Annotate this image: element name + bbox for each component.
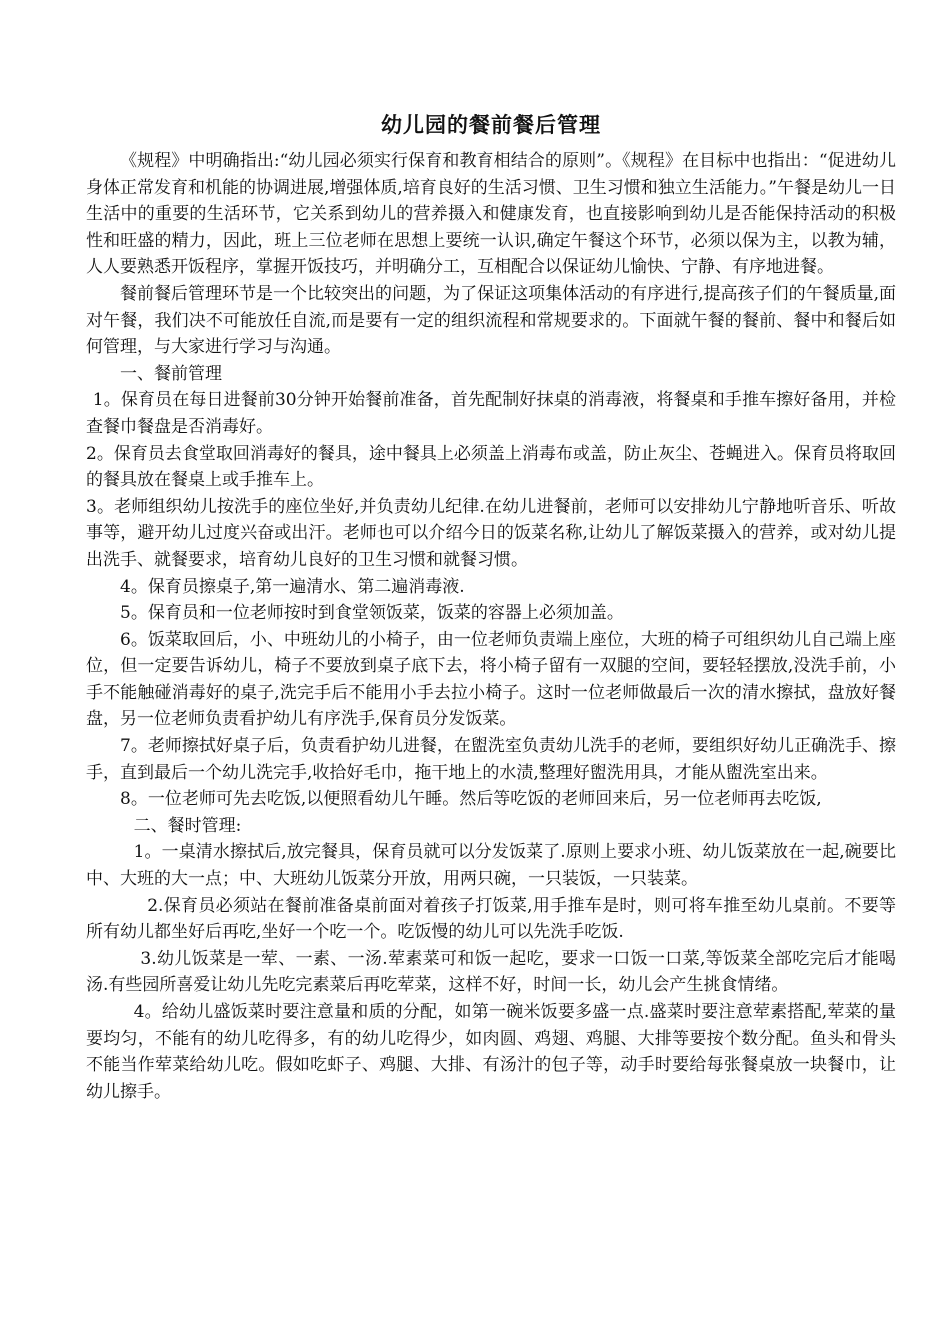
document-title: 幼儿园的餐前餐后管理 — [381, 113, 601, 137]
paragraph-overview: 餐前餐后管理环节是一个比较突出的问题，为了保证这项集体活动的有序进行,提高孩子们的午餐质量,面对午餐，我们决不可能放任自流,而是要有一定的组织流程和常规要求的。下面就午餐的餐前、餐中和餐后如何管理，与大家进行学习与沟通。 — [86, 283, 896, 358]
list-item-before-1: 1。保育员在每日进餐前30分钟开始餐前准备，首先配制好抹桌的消毒液，将餐桌和手推车擦好备用，并检查餐巾餐盘是否消毒好。 — [86, 390, 896, 437]
list-item-before-7: 7。老师擦拭好桌子后，负责看护幼儿进餐，在盥洗室负责幼儿洗手的老师，要组织好幼儿正确洗手、擦手，直到最后一个幼儿洗完手,收拾好毛巾，拖干地上的水渍,整理好盥洗用具，才能从盥洗室出来。 — [86, 736, 896, 783]
paragraph-intro: 《规程》中明确指出:“幼儿园必须实行保育和教育相结合的原则”。《规程》在目标中也指出：“促进幼儿身体正常发育和机能的协调进展,增强体质,培育良好的生活习惯、卫生习惯和独立生活能力。”午餐是幼儿一日生活中的重要的生活环节，它关系到幼儿的营养摄入和健康发育，也直接影响到幼儿是否能保持活动的积极性和旺盛的精力，因此，班上三位老师在思想上要统一认识,确定午餐这个环节，必须以保为主，以教为辅，人人要熟悉开饭程序，掌握开饭技巧，并明确分工，互相配合以保证幼儿愉快、宁静、有序地进餐。 — [86, 151, 896, 278]
list-item-before-8: 8。一位老师可先去吃饭,以便照看幼儿午睡。然后等吃饭的老师回来后，另一位老师再去吃饭, — [120, 789, 822, 810]
list-item-before-3: 3。老师组织幼儿按洗手的座位坐好,并负责幼儿纪律.在幼儿进餐前，老师可以安排幼儿宁静地听音乐、听故事等，避开幼儿过度兴奋或出汗。老师也可以介绍今日的饭菜名称,让幼儿了解饭菜摄入的营养，或对幼儿提出洗手、就餐要求，培育幼儿良好的卫生习惯和就餐习惯。 — [86, 496, 896, 570]
list-item-before-4: 4。保育员擦桌子,第一遍清水、第二遍消毒液. — [120, 576, 465, 597]
list-item-before-6: 6。饭菜取回后，小、中班幼儿的小椅子，由一位老师负责端上座位，大班的椅子可组织幼儿自己端上座位，但一定要告诉幼儿，椅子不要放到桌子底下去，将小椅子留有一双腿的空间，要轻轻摆放,没洗手前，小手不能触碰消毒好的桌子,洗完手后不能用小手去拉小椅子。这时一位老师做最后一次的清水擦拭，盘放好餐盘，另一位老师负责看护幼儿有序洗手,保育员分发饭菜。 — [86, 629, 896, 730]
list-item-before-2: 2。保育员去食堂取回消毒好的餐具，途中餐具上必须盖上消毒布或盖，防止灰尘、苍蝇进入。保育员将取回的餐具放在餐桌上或手推车上。 — [86, 443, 896, 491]
list-item-during-4: 4。给幼儿盛饭菜时要注意量和质的分配，如第一碗米饭要多盛一点.盛菜时要注意荤素搭配,荤菜的量要均匀，不能有的幼儿吃得多，有的幼儿吃得少，如肉圆、鸡翅、鸡腿、大排等要按个数分配。鱼头和骨头不能当作荤菜给幼儿吃。假如吃虾子、鸡腿、大排、有汤汁的包子等，动手时要给每张餐桌放一块餐巾，让幼儿擦手。 — [86, 1002, 896, 1102]
document-page — [86, 108, 896, 1105]
section-heading-before-meal: 一、餐前管理 — [120, 363, 222, 384]
list-item-before-5: 5。保育员和一位老师按时到食堂领饭菜，饭菜的容器上必须加盖。 — [120, 603, 624, 624]
list-item-during-3: 3.幼儿饭菜是一荤、一素、一汤.荤素菜可和饭一起吃，要求一口饭一口菜,等饭菜全部吃完后才能喝汤.有些园所喜爱让幼儿先吃完素菜后再吃荤菜，这样不好，时间一长，幼儿会产生挑食情绪。 — [86, 948, 896, 996]
list-item-during-1: 1。一桌清水擦拭后,放完餐具，保育员就可以分发饭菜了.原则上要求小班、幼儿饭菜放在一起,碗要比中、大班的大一点；中、大班幼儿饭菜分开放，用两只碗，一只装饭，一只装菜。 — [86, 842, 896, 890]
section-heading-during-meal: 二、餐时管理: — [133, 815, 242, 836]
list-item-during-2: 2.保育员必须站在餐前准备桌前面对着孩子打饭菜,用手推车是时，则可将车推至幼儿桌前。不要等所有幼儿都坐好后再吃,坐好一个吃一个。吃饭慢的幼儿可以先洗手吃饭. — [86, 895, 896, 943]
